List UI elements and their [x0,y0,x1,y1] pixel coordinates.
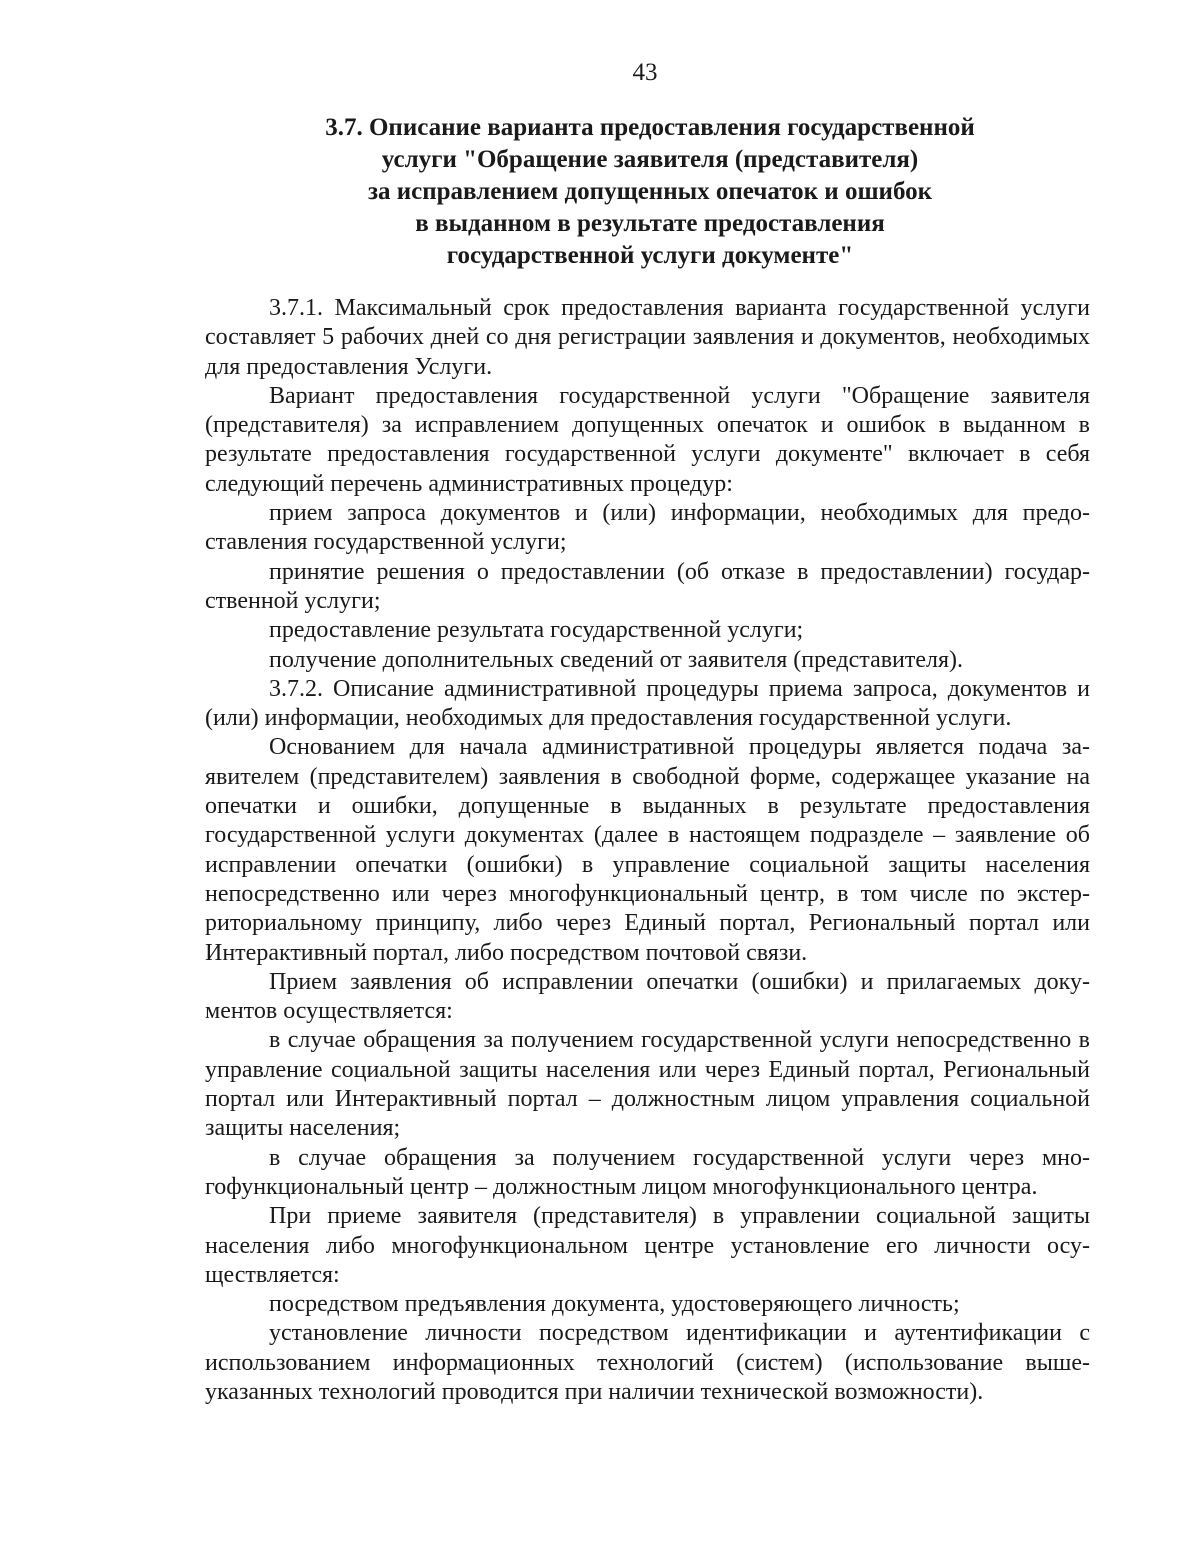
paragraph: посредством предъявления документа, удостоверяющего личность; [269,1291,960,1318]
paragraph: 3.7.1. Максимальный срок предоставления варианта государственной услуги составляет 5 рабочих дней со дня регистрации заявления и документов, необходимых для предоставления Услуги. [205,295,1090,380]
paragraph: При приеме заявителя (представителя) в управлении социальной защиты населения либо многофункциональном центре установление его личности осуществляется: [205,1203,1090,1288]
paragraph: принятие решения о предоставлении (об отказе в предоставлении) государственной услуги; [205,558,1090,614]
paragraph: в случае обращения за получением государственной услуги непосредственно в управление социальной защиты населения или через Единый портал, Региональный портал или Интерактивный портал – должностным лицом управления социальной защиты населения; [205,1027,1090,1142]
paragraph: предоставление результата государственной услуги; [269,617,804,644]
section-title [245,112,1055,272]
paragraph: установление личности посредством идентификации и аутентификации с использованием информационных технологий (систем) (использование вышеуказанных технологий проводится при наличии технической возможности). [205,1320,1090,1405]
paragraph: Вариант предоставления государственной услуги "Обращение заявителя (представителя) за исправлением допущенных опечаток и ошибок в выданном в результате предоставления государственной услуги документе" включает в себя следующий перечень административных процедур: [205,382,1090,497]
paragraph: Основанием для начала административной процедуры является подача заявителем (представителем) заявления в свободной форме, содержащее указание на опечатки и ошибки, допущенные в выданных в результате предоставления государственной услуги документах (далее в настоящем подразделе – заявление об исправлении опечатки (ошибки) в управление социальной защиты населения непосредственно или через многофункциональный центр, в том числе по экстерриториальному принципу, либо через Единый портал, Региональный портал или Интерактивный портал, либо посредством почтовой связи. [205,734,1090,966]
paragraph: в случае обращения за получением государственной услуги через многофункциональный центр – должностным лицом многофункционального центра. [205,1144,1090,1200]
paragraph: получение дополнительных сведений от заявителя (представителя). [269,646,964,673]
paragraph: прием запроса документов и (или) информации, необходимых для предоставления государственной услуги; [205,500,1090,556]
body-text [205,294,1090,1407]
paragraph: Прием заявления об исправлении опечатки (ошибки) и прилагаемых документов осуществляется: [205,968,1090,1025]
page-number: 43 [632,59,658,86]
section-title-line: 3.7. Описание варианта предоставления государственной [325,114,975,141]
section-title-line: государственной услуги документе" [446,242,854,269]
section-title-line: в выданном в результате предоставления [415,210,885,237]
section-title-line: услуги "Обращение заявителя (представителя) [381,146,919,173]
section-title-line: за исправлением допущенных опечаток и ошибок [367,178,933,205]
paragraph: 3.7.2. Описание административной процедуры приема запроса, документов и (или) информации, необходимых для предоставления государственной услуги. [205,675,1090,732]
